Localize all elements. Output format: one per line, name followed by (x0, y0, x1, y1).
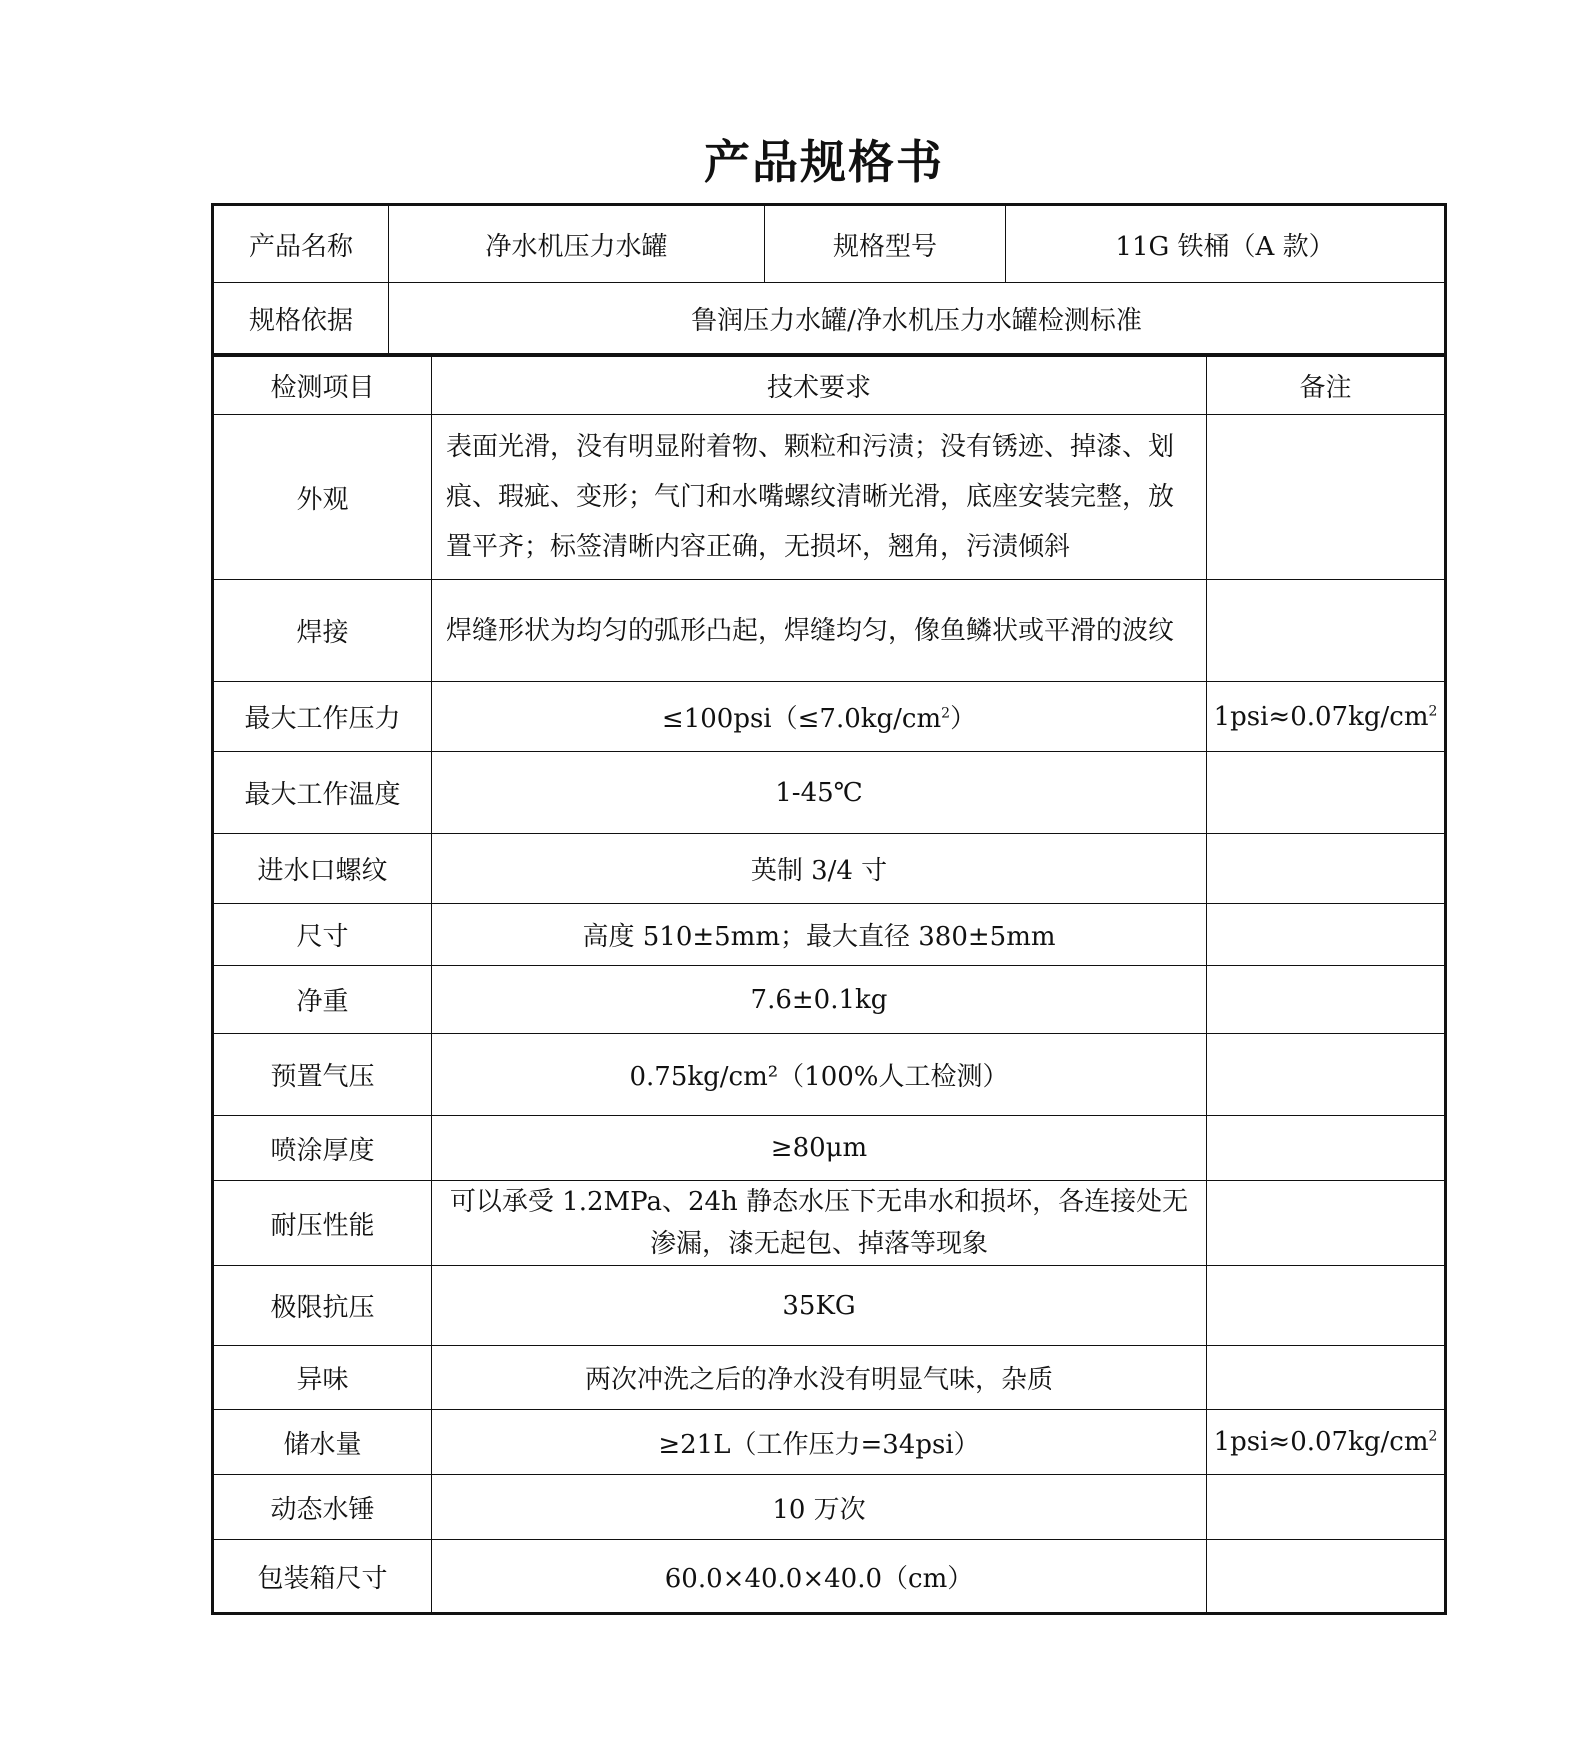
table-row (213, 904, 1446, 966)
page-title: 产品规格书 (704, 135, 944, 189)
header-row-product (213, 205, 1446, 283)
row-remark (1207, 966, 1446, 1034)
row-item: 喷涂厚度 (213, 1116, 432, 1181)
table-row (213, 752, 1446, 834)
row-item: 尺寸 (213, 904, 432, 966)
requirement-text: ≤100psi（≤7.0kg/cm (661, 704, 942, 734)
row-item: 进水口螺纹 (213, 834, 432, 904)
row-item: 净重 (213, 966, 432, 1034)
requirement-tail: ） (950, 704, 977, 734)
row-item: 异味 (213, 1346, 432, 1410)
row-requirement: 1-45℃ (432, 752, 1207, 834)
row-item: 最大工作温度 (213, 752, 432, 834)
spec-table (211, 356, 1447, 1615)
row-remark (1207, 1475, 1446, 1540)
row-item: 预置气压 (213, 1034, 432, 1116)
table-row (213, 1410, 1446, 1475)
row-requirement: 0.75kg/cm²（100%人工检测） (432, 1034, 1207, 1116)
row-requirement (432, 682, 1207, 752)
row-item: 储水量 (213, 1410, 432, 1475)
row-remark (1207, 1410, 1446, 1475)
table-row (213, 1266, 1446, 1346)
product-name-value: 净水机压力水罐 (389, 205, 765, 283)
table-row (213, 834, 1446, 904)
row-remark (1207, 1116, 1446, 1181)
column-header-requirement: 技术要求 (432, 357, 1207, 415)
row-remark (1207, 682, 1446, 752)
table-row (213, 1540, 1446, 1614)
row-item: 包装箱尺寸 (213, 1540, 432, 1614)
row-item: 极限抗压 (213, 1266, 432, 1346)
table-row (213, 966, 1446, 1034)
product-name-label: 产品名称 (213, 205, 389, 283)
row-requirement: ≥80μm (432, 1116, 1207, 1181)
row-remark (1207, 580, 1446, 682)
row-requirement: 焊缝形状为均匀的弧形凸起，焊缝均匀，像鱼鳞状或平滑的波纹 (432, 580, 1207, 682)
requirement-superscript: 2 (941, 705, 951, 722)
row-requirement: 两次冲洗之后的净水没有明显气味，杂质 (432, 1346, 1207, 1410)
model-value: 11G 铁桶（A 款） (1006, 205, 1446, 283)
row-remark (1207, 1181, 1446, 1266)
remark-superscript: 2 (1428, 1428, 1438, 1445)
header-table (211, 203, 1447, 356)
row-remark (1207, 1034, 1446, 1116)
remark-superscript: 2 (1428, 702, 1438, 719)
table-row (213, 1116, 1446, 1181)
basis-value: 鲁润压力水罐/净水机压力水罐检测标准 (389, 283, 1446, 355)
row-requirement: 英制 3/4 寸 (432, 834, 1207, 904)
spec-sheet (211, 203, 1444, 1615)
row-requirement: 表面光滑，没有明显附着物、颗粒和污渍；没有锈迹、掉漆、划痕、瑕疵、变形；气门和水嘴螺纹清晰光滑，底座安装完整，放置平齐；标签清晰内容正确，无损坏，翘角，污渍倾斜 (432, 415, 1207, 580)
row-item: 外观 (213, 415, 432, 580)
row-item: 最大工作压力 (213, 682, 432, 752)
row-requirement: ≥21L（工作压力=34psi） (432, 1410, 1207, 1475)
row-remark (1207, 752, 1446, 834)
row-requirement: 7.6±0.1kg (432, 966, 1207, 1034)
row-item: 耐压性能 (213, 1181, 432, 1266)
remark-text: 1psi≈0.07kg/cm (1213, 1427, 1429, 1457)
column-header-row (213, 357, 1446, 415)
row-remark (1207, 904, 1446, 966)
column-header-remark: 备注 (1207, 357, 1446, 415)
basis-label: 规格依据 (213, 283, 389, 355)
row-item: 动态水锤 (213, 1475, 432, 1540)
table-row (213, 1034, 1446, 1116)
row-item: 焊接 (213, 580, 432, 682)
row-remark (1207, 1266, 1446, 1346)
table-row (213, 580, 1446, 682)
model-label: 规格型号 (765, 205, 1006, 283)
row-remark (1207, 834, 1446, 904)
row-remark (1207, 1346, 1446, 1410)
row-remark (1207, 1540, 1446, 1614)
table-row (213, 415, 1446, 580)
row-requirement: 60.0×40.0×40.0（cm） (432, 1540, 1207, 1614)
row-remark (1207, 415, 1446, 580)
header-row-basis (213, 283, 1446, 355)
table-row (213, 1475, 1446, 1540)
table-row (213, 1181, 1446, 1266)
table-row (213, 1346, 1446, 1410)
row-requirement: 可以承受 1.2MPa、24h 静态水压下无串水和损坏，各连接处无渗漏，漆无起包、掉落等现象 (432, 1181, 1207, 1266)
row-requirement: 高度 510±5mm；最大直径 380±5mm (432, 904, 1207, 966)
row-requirement: 35KG (432, 1266, 1207, 1346)
column-header-item: 检测项目 (213, 357, 432, 415)
table-row (213, 682, 1446, 752)
remark-text: 1psi≈0.07kg/cm (1213, 701, 1429, 732)
row-requirement: 10 万次 (432, 1475, 1207, 1540)
